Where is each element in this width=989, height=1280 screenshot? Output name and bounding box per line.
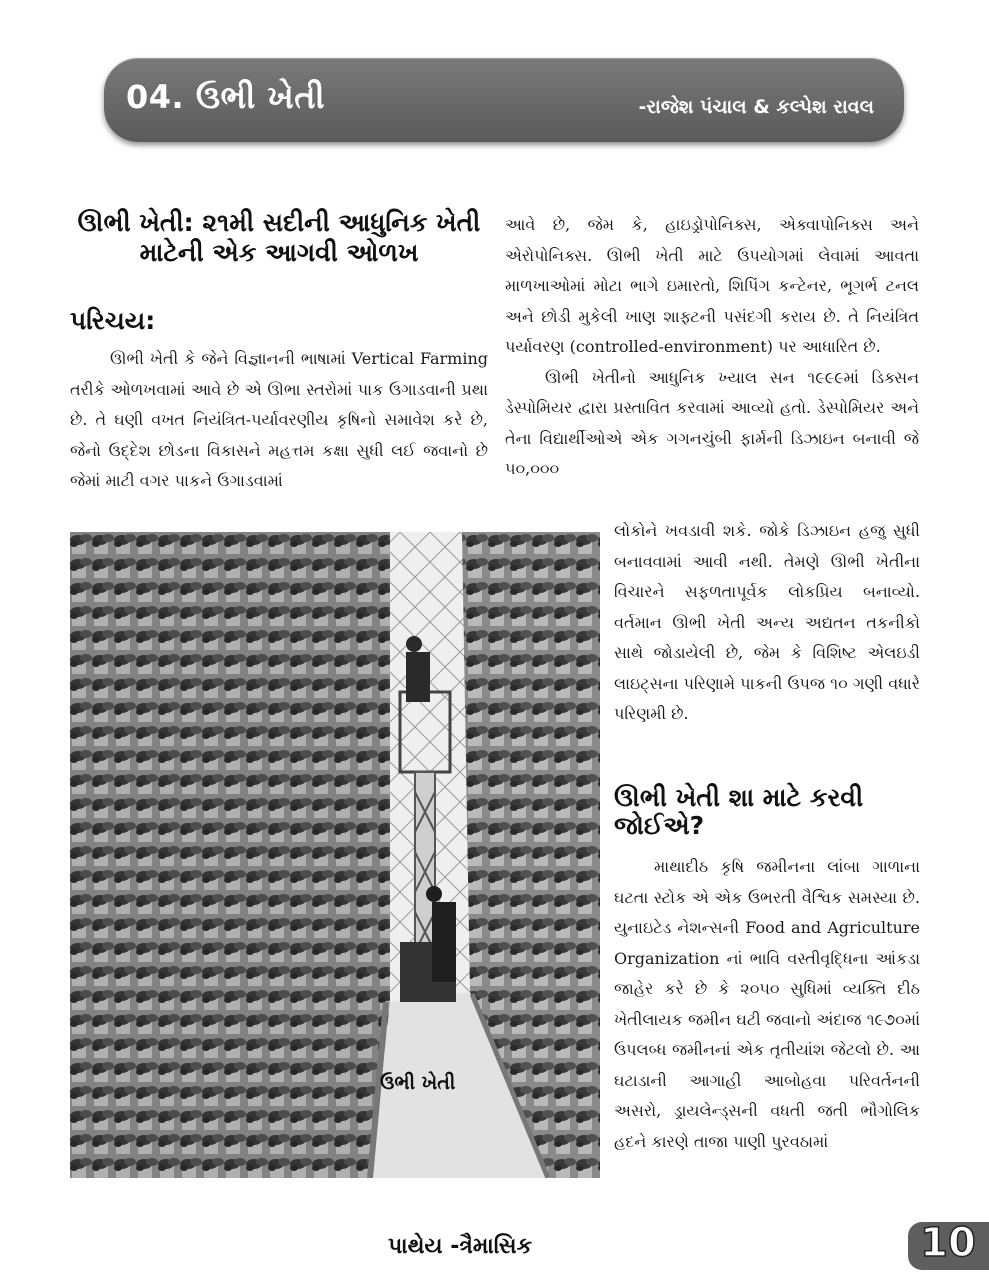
why-heading: ઊભી ખેતી શા માટે કરવી જોઈએ? [614,783,864,840]
why-paragraph: માથાદીઠ કૃષિ જમીનના લાંબા ગાળાના ઘટતા સ્ટોક એ એક ઉભરતી વૈશ્વિક સમસ્યા છે. યુનાઇટેડ નેશન્સની Food and Agriculture Organization નાં ભાવિ વસ્તીવૃદ્ધિના આંકડા જાહેર કરે છે કે ૨૦૫૦ સુધિમાં વ્યક્તિ દીઠ ખેતીલાયક જમીન ઘટી જવાનો અંદાજ ૧૯૭૦માં ઉપલબ્ધ જમીનનાં એક તૃતીયાંશ જેટલો છે. આ ઘટાડાની આગાહી આબોહવા પરિવર્તનની અસરો, ડ્રાયલેન્ડ્સની વધતી જતી ભૌગોલિક હદને કારણે તાજા પાણી પુરવઠામાં [614,857,920,1151]
why-paragraph-block [614,852,920,1157]
intro-heading: પરિચય: [70,306,156,335]
vertical-farm-photo [70,532,600,1178]
history-paragraph-rest: લોકોને ખવડાવી શકે. જોકે ડિઝાઇન હજુ સુધી બનાવવામાં આવી નથી. તેમણે ઊભી ખેતીના વિચારને સફળતાપૂર્વક લોકપ્રિય બનાવ્યો. વર્તમાન ઊભી ખેતી અન્ય અદ્યતન તકનીકો સાથે જોડાયેલી છે, જેમ કે વિશિષ્ટ એલઇડી લાઇટ્સના પરિણામે પાકની ઉપજ ૧૦ ગણી વધારે પરિણમી છે. [614,521,920,723]
intro-paragraph: ઊભી ખેતી કે જેને વિજ્ઞાનની ભાષામાં Vertical Farming તરીકે ઓળખવામાં આવે છે એ ઊભા સ્તરોમાં પાક ઉગાડવાની પ્રથા છે. તે ઘણી વખત નિયંત્રિત-પર્યાવરણીય કૃષિનો સમાવેશ કરે છે, જેનો ઉદ્દેશ છોડના વિકાસને મહત્તમ કક્ષા સુધી લઈ જવાનો છે જેમાં માટી વગર પાકને ઉગાડવામાં [70,349,488,490]
article-headline: ઊભી ખેતી: ૨૧મી સદીની આધુનિક ખેતી માટેની એક આગવી ઓળખ [77,208,481,267]
history-paragraph-top: ઊભી ખેતીનો આધુનિક ખ્યાલ સન ૧૯૯૯માં ડિક્સન ડેસ્પોમિયર દ્વારા પ્રસ્તાવિત કરવામાં આવ્યો હતો. ડેસ્પોમિયર અને તેના વિદ્યાર્થીઓએ એક ગગનચુંબી ફાર્મની ડિઝાઇન બનાવી જે ૫૦,૦૦૦ [505,367,919,478]
right-column-top [505,210,919,485]
intro-continuation: આવે છે, જેમ કે, હાઇડ્રોપોનિક્સ, એક્વાપોનિક્સ અને એરોપોનિક્સ. ઊભી ખેતી માટે ઉપયોગમાં લેવામાં આવતા માળખાઓમાં મોટા ભાગે ઇમારતો, શિપિંગ કન્ટેનર, ભૂગર્ભ ટનલ અને છોડી મુકેલી ખાણ શાફ્ટની પસંદગી કરાય છે. તે નિયંત્રિત પર્યાવરણ (controlled-environment) પર આધારિત છે. [505,215,919,356]
photo-caption: ઉભી ખેતી [380,1072,456,1094]
intro-paragraph-block [70,344,488,497]
authors: -રાજેશ પંચાલ & કલ્પેશ રાવલ [638,96,874,118]
publication-name: પાથેય -ત્રૈમાસિક [388,1234,533,1259]
title-banner [104,58,904,142]
page-number: 10 [920,1220,976,1266]
article-number-title: 04. ઉભી ખેતી [126,78,326,116]
